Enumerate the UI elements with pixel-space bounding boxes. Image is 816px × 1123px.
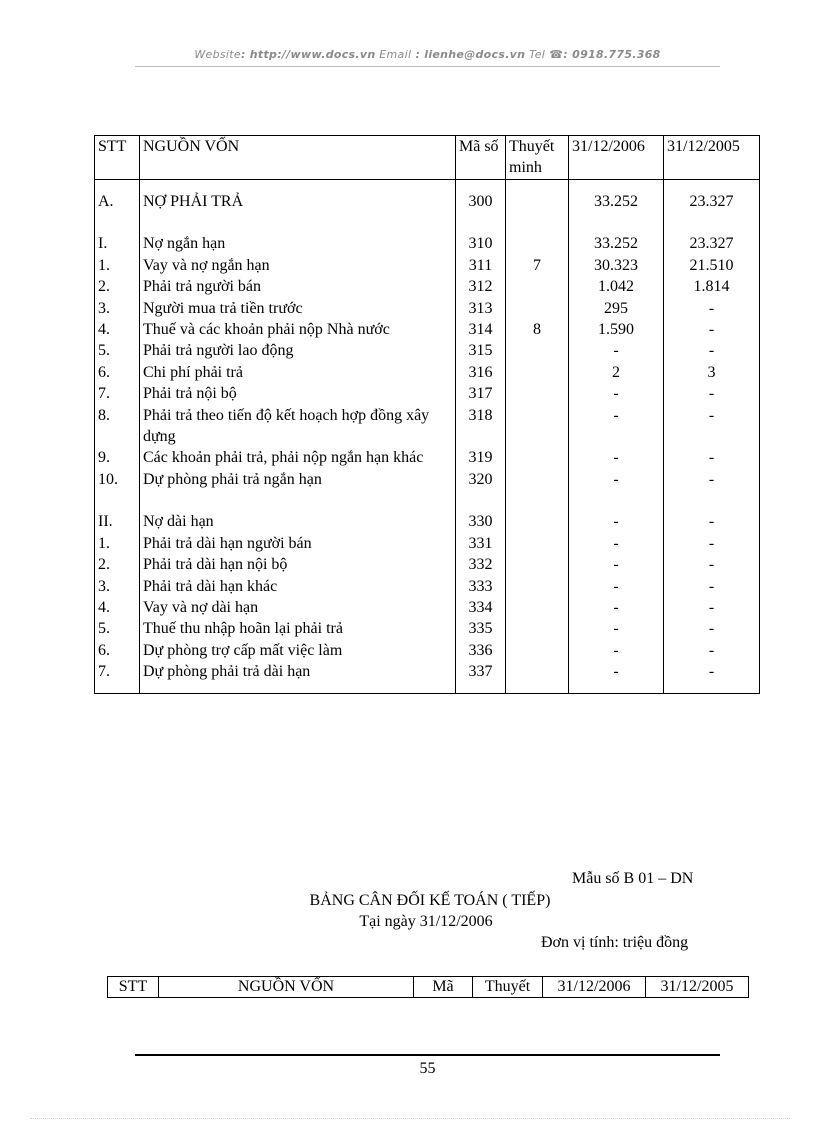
cell-code: 319 [456, 447, 506, 468]
cell-2006: 33.252 [569, 191, 664, 212]
cell-2006: - [569, 340, 664, 361]
cell-2005: - [664, 618, 760, 639]
table-row [95, 576, 760, 597]
cell-2005: - [664, 319, 760, 340]
page-edge-dots [30, 1118, 790, 1119]
document-title: BẢNG CÂN ĐỐI KẾ TOÁN ( TIẾP) [309, 892, 551, 909]
cell-source: Dự phòng phải trả dài hạn [140, 661, 456, 682]
spacer-cell [506, 212, 569, 233]
cell-code: 330 [456, 511, 506, 532]
table-row [95, 511, 760, 532]
cell-note [506, 511, 569, 532]
cell-stt: 7. [95, 661, 140, 682]
page-number: 55 [419, 1060, 436, 1077]
cell-2006: - [569, 640, 664, 661]
cell-2005: - [664, 298, 760, 319]
cell-source: Dự phòng trợ cấp mất việc làm [140, 640, 456, 661]
cell-code: 336 [456, 640, 506, 661]
cell-2006: - [569, 533, 664, 554]
table-row [95, 298, 760, 319]
cell-stt: 8. [95, 405, 140, 448]
cell-2005: 21.510 [664, 255, 760, 276]
cell-code: 312 [456, 276, 506, 297]
cell-note [506, 383, 569, 404]
table-body [95, 180, 760, 694]
cell-2005: 1.814 [664, 276, 760, 297]
cell-code: 331 [456, 533, 506, 554]
cell-2006: - [569, 511, 664, 532]
col-header-stt: STT [95, 136, 140, 180]
cell-code: 310 [456, 233, 506, 254]
header-rule [135, 66, 720, 67]
cell-stt: 2. [95, 276, 140, 297]
cell-source: Phải trả người bán [140, 276, 456, 297]
cell-2006: - [569, 447, 664, 468]
cell-2006: 1.042 [569, 276, 664, 297]
cell-2005: - [664, 511, 760, 532]
spacer-row [95, 490, 760, 511]
email-label: Email [375, 48, 412, 61]
cell-source: Phải trả dài hạn người bán [140, 533, 456, 554]
spacer-cell [506, 180, 569, 192]
cell-stt: 3. [95, 576, 140, 597]
cell-code: 315 [456, 340, 506, 361]
col-header-code: Mã [414, 977, 473, 998]
cell-code: 314 [456, 319, 506, 340]
form-number: Mẫu số B 01 – DN [572, 870, 694, 887]
cell-2006: - [569, 383, 664, 404]
cell-note [506, 618, 569, 639]
col-header-stt: STT [108, 977, 159, 998]
cell-source: Vay và nợ dài hạn [140, 597, 456, 618]
cell-2006: 295 [569, 298, 664, 319]
cell-note [506, 661, 569, 682]
cell-stt: 2. [95, 554, 140, 575]
spacer-cell [664, 490, 760, 511]
cell-note [506, 597, 569, 618]
table-row [95, 191, 760, 212]
cell-2005: - [664, 447, 760, 468]
cell-2005: - [664, 640, 760, 661]
cell-code: 332 [456, 554, 506, 575]
col-header-2006: 31/12/2006 [569, 136, 664, 180]
tel-label: Tel [525, 48, 546, 61]
table-row [95, 255, 760, 276]
cell-note [506, 276, 569, 297]
cell-stt: 4. [95, 319, 140, 340]
spacer-cell [140, 683, 456, 694]
spacer-cell [456, 212, 506, 233]
cell-2005: - [664, 469, 760, 490]
spacer-cell [569, 180, 664, 192]
spacer-cell [95, 180, 140, 192]
cell-source: Phải trả dài hạn nội bộ [140, 554, 456, 575]
spacer-cell [569, 212, 664, 233]
cell-2006: - [569, 405, 664, 448]
cell-code: 320 [456, 469, 506, 490]
cell-source: Phải trả theo tiến độ kết hoạch hợp đồng xây dựng [140, 405, 456, 448]
cell-2005: - [664, 576, 760, 597]
cell-source: Nợ ngắn hạn [140, 233, 456, 254]
spacer-row [95, 180, 760, 192]
cell-2006: - [569, 469, 664, 490]
cell-source: Phải trả dài hạn khác [140, 576, 456, 597]
spacer-cell [569, 490, 664, 511]
cell-note: 7 [506, 255, 569, 276]
table-row [95, 383, 760, 404]
col-header-source: NGUỒN VỐN [159, 977, 414, 998]
col-header-2006: 31/12/2006 [543, 977, 646, 998]
table-header-row [108, 977, 749, 998]
cell-2005: - [664, 383, 760, 404]
liabilities-table [94, 135, 760, 694]
cell-code: 311 [456, 255, 506, 276]
cell-note [506, 298, 569, 319]
table-row [95, 405, 760, 448]
spacer-cell [456, 490, 506, 511]
cell-stt: 5. [95, 618, 140, 639]
cell-note [506, 469, 569, 490]
spacer-row [95, 212, 760, 233]
cell-code: 335 [456, 618, 506, 639]
col-header-2005: 31/12/2005 [664, 136, 760, 180]
cell-code: 313 [456, 298, 506, 319]
cell-2005: - [664, 597, 760, 618]
spacer-cell [664, 180, 760, 192]
document-date: Tại ngày 31/12/2006 [359, 913, 493, 930]
col-header-2005: 31/12/2005 [646, 977, 749, 998]
cell-note [506, 447, 569, 468]
spacer-cell [569, 683, 664, 694]
cell-stt: I. [95, 233, 140, 254]
cell-note [506, 405, 569, 448]
table-row [95, 340, 760, 361]
cell-note [506, 554, 569, 575]
table-row [95, 597, 760, 618]
col-header-note: Thuyết minh [506, 136, 569, 180]
cell-2005: 23.327 [664, 191, 760, 212]
cell-2005: - [664, 405, 760, 448]
cell-source: Người mua trả tiền trước [140, 298, 456, 319]
table-row [95, 533, 760, 554]
cell-source: Vay và nợ ngắn hạn [140, 255, 456, 276]
cell-source: Phải trả nội bộ [140, 383, 456, 404]
cell-stt: 6. [95, 640, 140, 661]
cell-stt: II. [95, 511, 140, 532]
cell-2006: - [569, 661, 664, 682]
email-address: : lienhe@docs.vn [411, 48, 526, 61]
cell-stt: 1. [95, 533, 140, 554]
cell-note [506, 533, 569, 554]
cell-2006: 30.323 [569, 255, 664, 276]
cell-stt: 10. [95, 469, 140, 490]
col-header-note: Thuyết [473, 977, 543, 998]
cell-code: 316 [456, 362, 506, 383]
cell-source: Chi phí phải trả [140, 362, 456, 383]
cell-2005: - [664, 554, 760, 575]
cell-2005: - [664, 661, 760, 682]
cell-code: 317 [456, 383, 506, 404]
cell-source: NỢ PHẢI TRẢ [140, 191, 456, 212]
cell-source: Phải trả người lao động [140, 340, 456, 361]
footer-rule [135, 1054, 720, 1056]
cell-code: 300 [456, 191, 506, 212]
table-row [95, 554, 760, 575]
col-header-code: Mã số [456, 136, 506, 180]
spacer-cell [95, 212, 140, 233]
cell-code: 333 [456, 576, 506, 597]
cell-source: Thuế và các khoản phải nộp Nhà nước [140, 319, 456, 340]
cell-source: Thuế thu nhập hoãn lại phải trả [140, 618, 456, 639]
cell-source: Dự phòng phải trả ngắn hạn [140, 469, 456, 490]
cell-stt: 7. [95, 383, 140, 404]
cell-stt: A. [95, 191, 140, 212]
cell-note [506, 191, 569, 212]
cell-stt: 6. [95, 362, 140, 383]
table-row [95, 661, 760, 682]
cell-2005: - [664, 340, 760, 361]
table-row [95, 319, 760, 340]
cell-2006: 1.590 [569, 319, 664, 340]
spacer-cell [506, 683, 569, 694]
spacer-cell [140, 490, 456, 511]
cell-2006: - [569, 554, 664, 575]
cell-code: 334 [456, 597, 506, 618]
cell-note [506, 576, 569, 597]
cell-note [506, 340, 569, 361]
table-row [95, 362, 760, 383]
table-row [95, 469, 760, 490]
table-row [95, 276, 760, 297]
unit-label: Đơn vị tính: triệu đồng [541, 934, 689, 951]
cell-stt: 9. [95, 447, 140, 468]
spacer-cell [456, 180, 506, 192]
continued-table-header [107, 976, 749, 998]
table-row [95, 640, 760, 661]
table-row [95, 618, 760, 639]
cell-2006: - [569, 597, 664, 618]
spacer-cell [506, 490, 569, 511]
table-row [95, 233, 760, 254]
cell-2006: - [569, 618, 664, 639]
cell-stt: 4. [95, 597, 140, 618]
table-row [95, 447, 760, 468]
cell-note: 8 [506, 319, 569, 340]
spacer-cell [95, 490, 140, 511]
cell-note [506, 640, 569, 661]
website-url: : http://www.docs.vn [240, 48, 376, 61]
cell-2006: - [569, 576, 664, 597]
cell-source: Nợ dài hạn [140, 511, 456, 532]
page-header [135, 48, 720, 61]
cell-2005: 23.327 [664, 233, 760, 254]
spacer-cell [95, 683, 140, 694]
cell-2005: 3 [664, 362, 760, 383]
phone-number: ☎: 0918.775.368 [545, 48, 661, 61]
spacer-cell [664, 212, 760, 233]
website-label: Website [194, 48, 241, 61]
table-header-row [95, 136, 760, 180]
cell-stt: 5. [95, 340, 140, 361]
cell-stt: 3. [95, 298, 140, 319]
spacer-row [95, 683, 760, 694]
col-header-source: NGUỒN VỐN [140, 136, 456, 180]
cell-note [506, 362, 569, 383]
cell-stt: 1. [95, 255, 140, 276]
cell-note [506, 233, 569, 254]
spacer-cell [456, 683, 506, 694]
spacer-cell [140, 180, 456, 192]
cell-source: Các khoản phải trả, phải nộp ngắn hạn khác [140, 447, 456, 468]
cell-2006: 33.252 [569, 233, 664, 254]
cell-code: 337 [456, 661, 506, 682]
spacer-cell [140, 212, 456, 233]
cell-2005: - [664, 533, 760, 554]
spacer-cell [664, 683, 760, 694]
cell-2006: 2 [569, 362, 664, 383]
cell-code: 318 [456, 405, 506, 448]
